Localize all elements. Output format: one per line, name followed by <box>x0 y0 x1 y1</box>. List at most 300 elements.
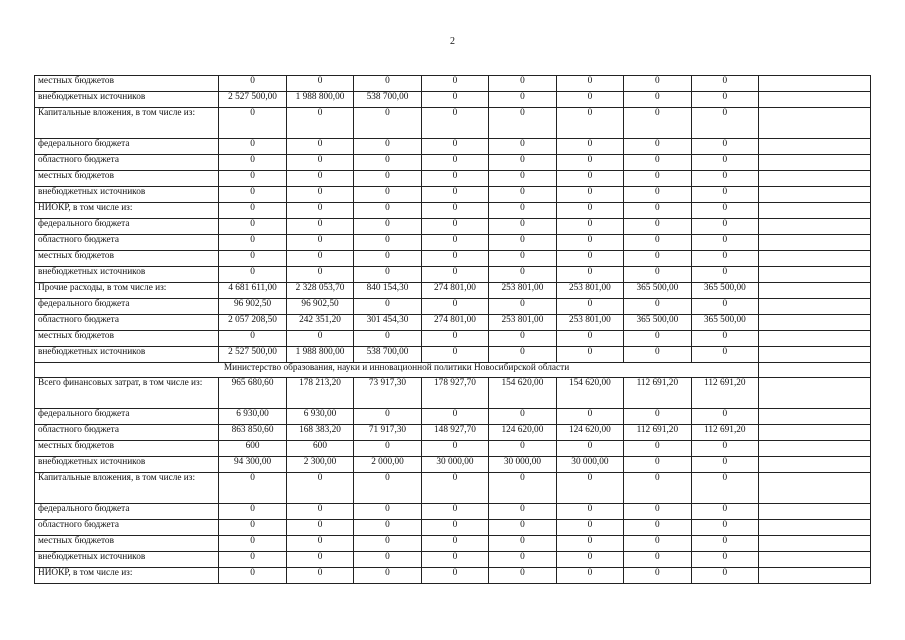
value-cell: 0 <box>421 76 488 92</box>
value-cell: 242 351,20 <box>286 315 353 331</box>
value-cell: 0 <box>489 473 556 504</box>
value-cell: 0 <box>489 347 556 363</box>
table-row <box>35 267 871 283</box>
value-cell: 0 <box>421 347 488 363</box>
row-label: областного бюджета <box>35 235 219 251</box>
value-cell: 0 <box>219 155 286 171</box>
value-cell: 253 801,00 <box>556 315 623 331</box>
empty-cell <box>759 235 871 251</box>
value-cell: 2 328 053,70 <box>286 283 353 299</box>
value-cell: 0 <box>556 219 623 235</box>
section-title: Министерство образования, науки и инновационной политики Новосибирской области <box>35 363 759 378</box>
value-cell: 1 988 800,00 <box>286 92 353 108</box>
value-cell: 154 620,00 <box>556 378 623 409</box>
value-cell: 0 <box>421 568 488 584</box>
value-cell: 0 <box>354 409 421 425</box>
value-cell: 0 <box>691 187 758 203</box>
value-cell: 0 <box>489 331 556 347</box>
value-cell: 112 691,20 <box>691 425 758 441</box>
value-cell: 365 500,00 <box>691 315 758 331</box>
value-cell: 0 <box>624 155 691 171</box>
table-row <box>35 425 871 441</box>
budget-table <box>34 75 871 584</box>
value-cell: 0 <box>489 108 556 139</box>
value-cell: 0 <box>489 409 556 425</box>
section-header <box>35 363 871 378</box>
value-cell: 0 <box>286 235 353 251</box>
value-cell: 965 680,60 <box>219 378 286 409</box>
value-cell: 0 <box>691 251 758 267</box>
value-cell: 0 <box>354 568 421 584</box>
value-cell: 30 000,00 <box>489 457 556 473</box>
value-cell: 0 <box>691 92 758 108</box>
value-cell: 0 <box>286 568 353 584</box>
row-label: НИОКР, в том числе из: <box>35 203 219 219</box>
value-cell: 0 <box>691 139 758 155</box>
value-cell: 0 <box>286 155 353 171</box>
value-cell: 0 <box>556 347 623 363</box>
empty-cell <box>759 139 871 155</box>
value-cell: 0 <box>421 187 488 203</box>
value-cell: 365 500,00 <box>691 283 758 299</box>
value-cell: 2 000,00 <box>354 457 421 473</box>
value-cell: 6 930,00 <box>286 409 353 425</box>
row-label: местных бюджетов <box>35 171 219 187</box>
value-cell: 0 <box>354 219 421 235</box>
value-cell: 178 927,70 <box>421 378 488 409</box>
value-cell: 0 <box>421 409 488 425</box>
value-cell: 0 <box>354 203 421 219</box>
table-row <box>35 203 871 219</box>
value-cell: 0 <box>691 441 758 457</box>
row-label: федерального бюджета <box>35 139 219 155</box>
row-label: местных бюджетов <box>35 76 219 92</box>
value-cell: 0 <box>556 203 623 219</box>
table-body-bottom <box>35 378 871 584</box>
value-cell: 0 <box>556 235 623 251</box>
value-cell: 0 <box>691 347 758 363</box>
table-row <box>35 155 871 171</box>
value-cell: 0 <box>624 235 691 251</box>
empty-cell <box>759 363 871 378</box>
value-cell: 840 154,30 <box>354 283 421 299</box>
row-label: областного бюджета <box>35 520 219 536</box>
value-cell: 0 <box>421 251 488 267</box>
value-cell: 0 <box>489 171 556 187</box>
value-cell: 0 <box>219 219 286 235</box>
value-cell: 96 902,50 <box>219 299 286 315</box>
empty-cell <box>759 457 871 473</box>
empty-cell <box>759 299 871 315</box>
value-cell: 0 <box>421 139 488 155</box>
value-cell: 0 <box>354 171 421 187</box>
value-cell: 0 <box>556 568 623 584</box>
value-cell: 0 <box>556 171 623 187</box>
value-cell: 0 <box>354 76 421 92</box>
value-cell: 0 <box>421 171 488 187</box>
value-cell: 0 <box>691 76 758 92</box>
empty-cell <box>759 347 871 363</box>
row-label: областного бюджета <box>35 315 219 331</box>
value-cell: 2 057 208,50 <box>219 315 286 331</box>
value-cell: 0 <box>421 536 488 552</box>
value-cell: 0 <box>286 473 353 504</box>
value-cell: 0 <box>624 251 691 267</box>
value-cell: 0 <box>219 331 286 347</box>
table-row <box>35 347 871 363</box>
table-row <box>35 171 871 187</box>
table-row <box>35 520 871 536</box>
table-row <box>35 315 871 331</box>
value-cell: 0 <box>556 76 623 92</box>
value-cell: 0 <box>489 441 556 457</box>
row-label: Прочие расходы, в том числе из: <box>35 283 219 299</box>
value-cell: 0 <box>286 331 353 347</box>
empty-cell <box>759 536 871 552</box>
value-cell: 0 <box>354 520 421 536</box>
value-cell: 0 <box>691 568 758 584</box>
empty-cell <box>759 378 871 409</box>
value-cell: 0 <box>421 520 488 536</box>
page-number: 2 <box>450 36 455 47</box>
value-cell: 0 <box>556 473 623 504</box>
value-cell: 0 <box>219 187 286 203</box>
value-cell: 0 <box>219 504 286 520</box>
value-cell: 112 691,20 <box>691 378 758 409</box>
table-row <box>35 251 871 267</box>
value-cell: 0 <box>489 267 556 283</box>
value-cell: 0 <box>489 187 556 203</box>
value-cell: 0 <box>354 108 421 139</box>
value-cell: 0 <box>219 251 286 267</box>
value-cell: 365 500,00 <box>624 315 691 331</box>
value-cell: 0 <box>624 552 691 568</box>
table-row <box>35 76 871 92</box>
value-cell: 0 <box>624 568 691 584</box>
value-cell: 73 917,30 <box>354 378 421 409</box>
table-row <box>35 473 871 504</box>
value-cell: 0 <box>691 155 758 171</box>
value-cell: 0 <box>354 299 421 315</box>
value-cell: 6 930,00 <box>219 409 286 425</box>
empty-cell <box>759 203 871 219</box>
value-cell: 0 <box>219 203 286 219</box>
value-cell: 0 <box>489 251 556 267</box>
value-cell: 0 <box>421 92 488 108</box>
value-cell: 0 <box>219 473 286 504</box>
empty-cell <box>759 267 871 283</box>
empty-cell <box>759 441 871 457</box>
value-cell: 0 <box>219 552 286 568</box>
value-cell: 0 <box>489 536 556 552</box>
row-label: внебюджетных источников <box>35 92 219 108</box>
table-row <box>35 219 871 235</box>
row-label: федерального бюджета <box>35 409 219 425</box>
value-cell: 96 902,50 <box>286 299 353 315</box>
table-row <box>35 536 871 552</box>
value-cell: 0 <box>421 473 488 504</box>
empty-cell <box>759 520 871 536</box>
empty-cell <box>759 568 871 584</box>
value-cell: 0 <box>489 139 556 155</box>
value-cell: 538 700,00 <box>354 347 421 363</box>
value-cell: 0 <box>489 76 556 92</box>
value-cell: 0 <box>354 504 421 520</box>
value-cell: 0 <box>286 504 353 520</box>
value-cell: 0 <box>286 187 353 203</box>
empty-cell <box>759 315 871 331</box>
value-cell: 0 <box>691 299 758 315</box>
value-cell: 0 <box>219 108 286 139</box>
value-cell: 0 <box>489 92 556 108</box>
value-cell: 0 <box>489 568 556 584</box>
value-cell: 2 527 500,00 <box>219 92 286 108</box>
value-cell: 0 <box>354 267 421 283</box>
row-label: Всего финансовых затрат, в том числе из: <box>35 378 219 409</box>
value-cell: 0 <box>691 108 758 139</box>
value-cell: 253 801,00 <box>489 315 556 331</box>
value-cell: 0 <box>286 251 353 267</box>
value-cell: 0 <box>286 171 353 187</box>
row-label: внебюджетных источников <box>35 187 219 203</box>
table-row <box>35 283 871 299</box>
value-cell: 0 <box>556 187 623 203</box>
empty-cell <box>759 76 871 92</box>
value-cell: 0 <box>354 331 421 347</box>
value-cell: 0 <box>691 473 758 504</box>
value-cell: 0 <box>556 251 623 267</box>
value-cell: 0 <box>219 76 286 92</box>
value-cell: 124 620,00 <box>556 425 623 441</box>
table-row <box>35 235 871 251</box>
row-label: НИОКР, в том числе из: <box>35 568 219 584</box>
value-cell: 0 <box>489 520 556 536</box>
value-cell: 0 <box>489 203 556 219</box>
value-cell: 0 <box>286 219 353 235</box>
value-cell: 0 <box>624 299 691 315</box>
value-cell: 0 <box>421 441 488 457</box>
value-cell: 863 850,60 <box>219 425 286 441</box>
empty-cell <box>759 331 871 347</box>
value-cell: 0 <box>624 536 691 552</box>
value-cell: 0 <box>421 219 488 235</box>
value-cell: 168 383,20 <box>286 425 353 441</box>
value-cell: 253 801,00 <box>556 283 623 299</box>
value-cell: 0 <box>489 504 556 520</box>
value-cell: 0 <box>286 76 353 92</box>
value-cell: 0 <box>624 171 691 187</box>
value-cell: 0 <box>556 409 623 425</box>
value-cell: 0 <box>489 219 556 235</box>
value-cell: 0 <box>286 139 353 155</box>
empty-cell <box>759 187 871 203</box>
value-cell: 0 <box>624 504 691 520</box>
value-cell: 0 <box>219 139 286 155</box>
row-label: внебюджетных источников <box>35 267 219 283</box>
value-cell: 0 <box>219 267 286 283</box>
value-cell: 600 <box>219 441 286 457</box>
row-label: внебюджетных источников <box>35 347 219 363</box>
row-label: местных бюджетов <box>35 441 219 457</box>
table-row <box>35 457 871 473</box>
row-label: областного бюджета <box>35 425 219 441</box>
value-cell: 0 <box>219 520 286 536</box>
value-cell: 0 <box>556 331 623 347</box>
value-cell: 0 <box>691 504 758 520</box>
value-cell: 0 <box>489 552 556 568</box>
value-cell: 0 <box>421 108 488 139</box>
value-cell: 2 527 500,00 <box>219 347 286 363</box>
table-row <box>35 299 871 315</box>
table-body-top <box>35 76 871 363</box>
empty-cell <box>759 155 871 171</box>
value-cell: 0 <box>286 203 353 219</box>
value-cell: 148 927,70 <box>421 425 488 441</box>
value-cell: 365 500,00 <box>624 283 691 299</box>
value-cell: 0 <box>624 219 691 235</box>
value-cell: 0 <box>556 267 623 283</box>
value-cell: 0 <box>286 267 353 283</box>
value-cell: 4 681 611,00 <box>219 283 286 299</box>
value-cell: 0 <box>489 235 556 251</box>
value-cell: 154 620,00 <box>489 378 556 409</box>
value-cell: 0 <box>286 552 353 568</box>
empty-cell <box>759 504 871 520</box>
table-row <box>35 378 871 409</box>
value-cell: 0 <box>421 504 488 520</box>
empty-cell <box>759 473 871 504</box>
table-row <box>35 187 871 203</box>
value-cell: 0 <box>624 139 691 155</box>
value-cell: 0 <box>354 235 421 251</box>
value-cell: 112 691,20 <box>624 378 691 409</box>
value-cell: 0 <box>421 203 488 219</box>
value-cell: 301 454,30 <box>354 315 421 331</box>
table-row <box>35 139 871 155</box>
row-label: Капитальные вложения, в том числе из: <box>35 108 219 139</box>
row-label: областного бюджета <box>35 155 219 171</box>
value-cell: 253 801,00 <box>489 283 556 299</box>
value-cell: 0 <box>624 76 691 92</box>
empty-cell <box>759 171 871 187</box>
value-cell: 0 <box>556 139 623 155</box>
value-cell: 0 <box>421 235 488 251</box>
value-cell: 0 <box>354 441 421 457</box>
value-cell: 0 <box>624 203 691 219</box>
value-cell: 0 <box>624 267 691 283</box>
value-cell: 0 <box>286 520 353 536</box>
value-cell: 0 <box>421 267 488 283</box>
value-cell: 0 <box>691 219 758 235</box>
value-cell: 0 <box>691 520 758 536</box>
value-cell: 1 988 800,00 <box>286 347 353 363</box>
row-label: местных бюджетов <box>35 331 219 347</box>
value-cell: 600 <box>286 441 353 457</box>
value-cell: 0 <box>624 347 691 363</box>
value-cell: 71 917,30 <box>354 425 421 441</box>
value-cell: 0 <box>489 155 556 171</box>
value-cell: 0 <box>286 108 353 139</box>
value-cell: 2 300,00 <box>286 457 353 473</box>
value-cell: 0 <box>354 251 421 267</box>
value-cell: 0 <box>421 552 488 568</box>
value-cell: 0 <box>691 409 758 425</box>
table-row <box>35 568 871 584</box>
table-row <box>35 504 871 520</box>
value-cell: 178 213,20 <box>286 378 353 409</box>
empty-cell <box>759 219 871 235</box>
value-cell: 0 <box>691 457 758 473</box>
value-cell: 0 <box>556 552 623 568</box>
value-cell: 0 <box>624 331 691 347</box>
table-row <box>35 409 871 425</box>
table-row <box>35 552 871 568</box>
value-cell: 0 <box>691 203 758 219</box>
row-label: местных бюджетов <box>35 536 219 552</box>
row-label: федерального бюджета <box>35 219 219 235</box>
table-row <box>35 441 871 457</box>
value-cell: 0 <box>219 568 286 584</box>
value-cell: 0 <box>624 520 691 536</box>
table-row <box>35 92 871 108</box>
value-cell: 0 <box>624 473 691 504</box>
value-cell: 0 <box>354 155 421 171</box>
value-cell: 0 <box>556 504 623 520</box>
value-cell: 0 <box>421 331 488 347</box>
row-label: Капитальные вложения, в том числе из: <box>35 473 219 504</box>
empty-cell <box>759 251 871 267</box>
value-cell: 0 <box>556 108 623 139</box>
value-cell: 0 <box>354 139 421 155</box>
empty-cell <box>759 92 871 108</box>
value-cell: 0 <box>624 409 691 425</box>
value-cell: 124 620,00 <box>489 425 556 441</box>
value-cell: 274 801,00 <box>421 283 488 299</box>
value-cell: 0 <box>354 473 421 504</box>
value-cell: 94 300,00 <box>219 457 286 473</box>
value-cell: 0 <box>624 457 691 473</box>
row-label: местных бюджетов <box>35 251 219 267</box>
row-label: внебюджетных источников <box>35 552 219 568</box>
value-cell: 0 <box>489 299 556 315</box>
value-cell: 0 <box>691 267 758 283</box>
empty-cell <box>759 409 871 425</box>
value-cell: 0 <box>691 536 758 552</box>
value-cell: 30 000,00 <box>556 457 623 473</box>
value-cell: 0 <box>219 235 286 251</box>
value-cell: 0 <box>624 187 691 203</box>
value-cell: 0 <box>219 171 286 187</box>
value-cell: 0 <box>556 299 623 315</box>
value-cell: 30 000,00 <box>421 457 488 473</box>
value-cell: 0 <box>624 441 691 457</box>
value-cell: 0 <box>421 299 488 315</box>
empty-cell <box>759 425 871 441</box>
value-cell: 0 <box>219 536 286 552</box>
value-cell: 112 691,20 <box>624 425 691 441</box>
value-cell: 0 <box>556 536 623 552</box>
value-cell: 0 <box>354 552 421 568</box>
empty-cell <box>759 108 871 139</box>
row-label: федерального бюджета <box>35 504 219 520</box>
value-cell: 0 <box>691 331 758 347</box>
value-cell: 538 700,00 <box>354 92 421 108</box>
table-row <box>35 108 871 139</box>
table-row <box>35 331 871 347</box>
value-cell: 0 <box>624 108 691 139</box>
value-cell: 0 <box>354 536 421 552</box>
value-cell: 0 <box>556 92 623 108</box>
